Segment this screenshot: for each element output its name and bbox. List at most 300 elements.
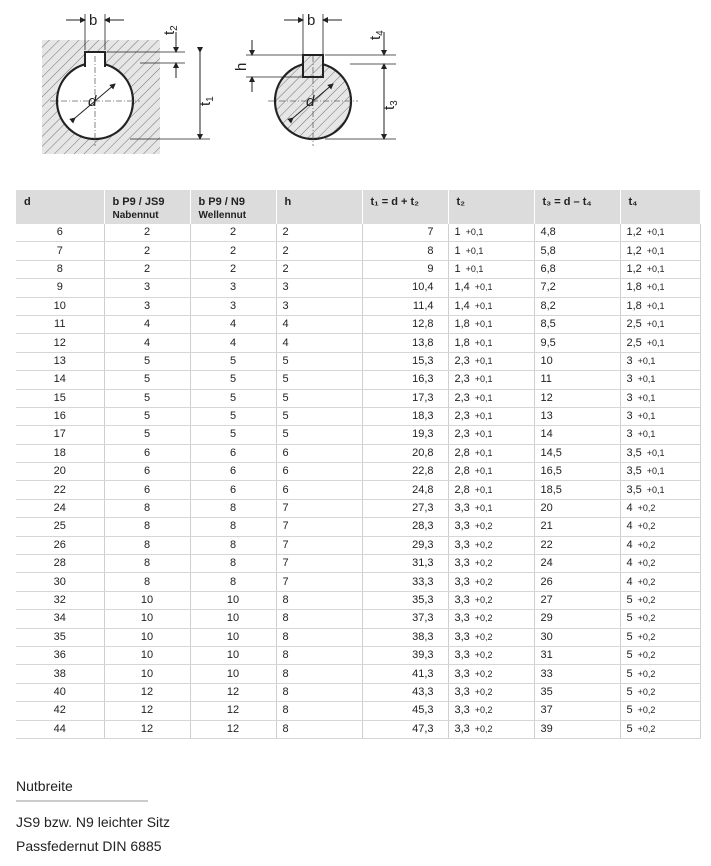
table-cell	[534, 591, 620, 609]
table-cell	[362, 315, 448, 333]
table-cell	[190, 610, 276, 628]
table-cell	[448, 555, 534, 573]
cell-value: 12	[226, 722, 240, 735]
table-cell	[190, 555, 276, 573]
cell-value: 3	[626, 428, 633, 441]
table-cell	[16, 591, 104, 609]
cell-value: 8	[229, 538, 237, 551]
column-header-label: h	[284, 196, 292, 208]
table-cell	[362, 683, 448, 701]
table-cell	[448, 426, 534, 444]
column-header-sublabel: Nabennut	[112, 210, 159, 221]
cell-tolerance: +0,1	[646, 466, 665, 477]
cell-value: 10	[226, 612, 240, 625]
cell-tolerance: +0,2	[474, 705, 493, 716]
table-row	[16, 371, 700, 389]
table-cell	[16, 683, 104, 701]
table-cell	[534, 224, 620, 242]
cell-value: 5	[282, 410, 289, 423]
cell-value: 2,8	[454, 483, 470, 496]
table-cell	[620, 610, 700, 628]
table-row	[16, 315, 700, 333]
cell-tolerance: +0,2	[474, 650, 493, 661]
cell-value: 16	[53, 410, 66, 423]
table-cell	[16, 665, 104, 683]
cell-value: 15	[53, 391, 66, 404]
table-cell	[104, 463, 190, 481]
cell-value: 1	[454, 244, 461, 257]
cell-value: 4,8	[540, 226, 556, 239]
cell-value: 5	[626, 704, 633, 717]
cell-value: 7	[282, 575, 289, 588]
table-cell	[362, 591, 448, 609]
table-body	[16, 224, 700, 738]
table-cell	[16, 536, 104, 554]
table-cell	[16, 315, 104, 333]
table-cell	[620, 591, 700, 609]
table-cell	[448, 536, 534, 554]
cell-value: 1,4	[454, 299, 470, 312]
table-cell	[16, 260, 104, 278]
cell-value: 39	[540, 722, 553, 735]
cell-value: 2	[143, 226, 151, 239]
cell-value: 4	[626, 502, 633, 515]
cell-value: 2,8	[454, 465, 470, 478]
cell-tolerance: +0,1	[474, 466, 493, 477]
cell-value: 8	[282, 612, 289, 625]
cell-value: 1,8	[626, 281, 642, 294]
table-cell	[276, 444, 362, 462]
cell-value: 12	[140, 722, 154, 735]
table-cell	[534, 334, 620, 352]
table-cell	[104, 536, 190, 554]
cell-value: 7	[56, 244, 63, 257]
table-cell	[448, 481, 534, 499]
cell-value: 20,8	[412, 446, 434, 459]
hub-t2-label: t	[161, 30, 178, 35]
cell-value: 17	[53, 428, 66, 441]
table-cell	[448, 389, 534, 407]
cell-value: 9	[56, 281, 63, 294]
cell-value: 36	[53, 649, 66, 662]
table-cell	[620, 371, 700, 389]
table-cell	[104, 389, 190, 407]
table-cell	[190, 665, 276, 683]
cell-value: 3	[626, 410, 633, 423]
cell-value: 8	[229, 557, 237, 570]
cell-value: 22,8	[412, 465, 434, 478]
cell-value: 8	[282, 594, 289, 606]
cell-value: 6	[282, 446, 289, 459]
cell-value: 3	[626, 373, 633, 386]
cell-value: 3,3	[454, 667, 470, 680]
cell-tolerance: +0,1	[646, 300, 665, 311]
cell-value: 15,3	[412, 354, 434, 367]
cell-value: 37,3	[412, 612, 434, 625]
cell-tolerance: +0,1	[646, 245, 665, 256]
table-row	[16, 646, 700, 664]
cell-tolerance: +0,1	[637, 374, 656, 385]
cell-value: 5	[143, 373, 151, 386]
table-cell	[362, 444, 448, 462]
cell-value: 7,2	[540, 281, 556, 294]
column-header-label: b P9 / N9	[198, 196, 245, 208]
cell-value: 24,8	[412, 483, 434, 496]
cell-tolerance: +0,2	[637, 650, 656, 661]
cell-value: 1,8	[454, 318, 470, 331]
shaft-d-label: d	[306, 93, 315, 110]
cell-value: 28	[53, 557, 66, 570]
table-cell	[448, 683, 534, 701]
cell-value: 3	[626, 354, 633, 367]
table-cell	[190, 481, 276, 499]
cell-value: 5	[626, 667, 633, 680]
table-cell	[16, 426, 104, 444]
table-cell	[190, 426, 276, 444]
table-cell	[104, 610, 190, 628]
cell-tolerance: +0,2	[637, 521, 656, 532]
cell-value: 8	[143, 502, 151, 515]
cell-value: 3	[229, 299, 237, 312]
table-cell	[276, 297, 362, 315]
cell-value: 8	[56, 262, 63, 275]
cell-value: 8	[143, 538, 151, 551]
table-cell	[276, 499, 362, 517]
keyway-drawing	[0, 0, 711, 180]
cell-tolerance: +0,2	[637, 503, 656, 514]
table-cell	[276, 683, 362, 701]
table-cell	[448, 297, 534, 315]
table-row	[16, 334, 700, 352]
table-cell	[190, 573, 276, 591]
table-cell	[534, 573, 620, 591]
cell-value: 10	[540, 354, 553, 367]
cell-value: 5	[282, 373, 289, 386]
table-cell	[534, 683, 620, 701]
table-cell	[620, 315, 700, 333]
cell-value: 10	[140, 594, 154, 606]
table-cell	[16, 573, 104, 591]
cell-value: 7	[282, 538, 289, 551]
cell-value: 40	[53, 685, 66, 698]
table-cell	[16, 610, 104, 628]
cell-value: 8	[282, 704, 289, 717]
cell-tolerance: +0,1	[465, 263, 484, 274]
table-row	[16, 628, 700, 646]
cell-tolerance: +0,1	[474, 374, 493, 385]
table-cell	[448, 702, 534, 720]
table-cell	[190, 702, 276, 720]
cell-value: 10	[140, 630, 154, 643]
table-cell	[16, 702, 104, 720]
cell-tolerance: +0,1	[474, 337, 493, 348]
cell-value: 27,3	[412, 502, 434, 515]
cell-value: 3,3	[454, 557, 470, 570]
cell-value: 10	[140, 649, 154, 662]
cell-tolerance: +0,2	[637, 723, 656, 734]
cell-value: 7	[282, 520, 289, 533]
table-cell	[362, 628, 448, 646]
cell-value: 2	[229, 262, 237, 275]
table-cell	[534, 352, 620, 370]
table-cell	[276, 573, 362, 591]
cell-value: 11,4	[412, 299, 434, 312]
cell-value: 42	[53, 704, 66, 717]
cell-value: 5	[143, 354, 151, 367]
table-cell	[362, 518, 448, 536]
table-cell	[190, 683, 276, 701]
table-cell	[534, 720, 620, 738]
cell-value: 5	[143, 428, 151, 441]
column-header	[276, 190, 362, 224]
table-cell	[448, 463, 534, 481]
table-cell	[534, 665, 620, 683]
table-cell	[276, 315, 362, 333]
cell-tolerance: +0,1	[637, 355, 656, 366]
table-cell	[362, 573, 448, 591]
table-cell	[190, 591, 276, 609]
table-cell	[620, 573, 700, 591]
table-cell	[620, 536, 700, 554]
table-row	[16, 260, 700, 278]
cell-value: 35	[540, 685, 553, 698]
cell-value: 2	[229, 226, 237, 239]
table-row	[16, 573, 700, 591]
column-header	[620, 190, 700, 224]
cell-tolerance: +0,1	[637, 429, 656, 440]
table-cell	[620, 665, 700, 683]
column-header	[448, 190, 534, 224]
table-cell	[190, 224, 276, 242]
table-cell	[362, 260, 448, 278]
shaft-drawing	[233, 12, 400, 146]
table-cell	[190, 407, 276, 425]
table-cell	[362, 371, 448, 389]
table-cell	[190, 499, 276, 517]
table-cell	[190, 352, 276, 370]
cell-tolerance: +0,1	[474, 319, 493, 330]
table-cell	[276, 389, 362, 407]
table-cell	[362, 224, 448, 242]
table-cell	[362, 242, 448, 260]
cell-value: 18	[53, 446, 66, 459]
table-cell	[362, 646, 448, 664]
cell-value: 5	[626, 685, 633, 698]
table-row	[16, 297, 700, 315]
keyway-dimension-table	[16, 190, 701, 739]
cell-tolerance: +0,2	[474, 686, 493, 697]
cell-value: 3,3	[454, 649, 470, 662]
table-cell	[362, 702, 448, 720]
table-cell	[16, 481, 104, 499]
table-cell	[16, 407, 104, 425]
cell-value: 24	[540, 557, 553, 570]
table-cell	[190, 279, 276, 297]
cell-value: 4	[282, 318, 289, 331]
table-cell	[276, 260, 362, 278]
table-cell	[104, 444, 190, 462]
cell-tolerance: +0,2	[637, 613, 656, 624]
cell-value: 10	[226, 630, 240, 643]
table-row	[16, 665, 700, 683]
table-cell	[104, 224, 190, 242]
table-cell	[104, 628, 190, 646]
table-cell	[362, 407, 448, 425]
cell-value: 21	[540, 520, 553, 533]
cell-value: 37	[540, 704, 553, 717]
cell-value: 2,3	[454, 354, 470, 367]
cell-value: 3	[143, 299, 151, 312]
table-cell	[104, 573, 190, 591]
cell-value: 2	[229, 244, 237, 257]
cell-value: 35	[53, 630, 66, 643]
table-cell	[276, 279, 362, 297]
table-cell	[190, 518, 276, 536]
cell-tolerance: +0,1	[474, 300, 493, 311]
cell-value: 10	[226, 667, 240, 680]
cell-value: 13	[53, 354, 66, 367]
table-cell	[448, 720, 534, 738]
cell-tolerance: +0,2	[637, 686, 656, 697]
cell-value: 8	[229, 502, 237, 515]
cell-value: 1,8	[454, 336, 470, 349]
cell-value: 1,4	[454, 281, 470, 294]
cell-value: 4	[626, 538, 633, 551]
table-row	[16, 536, 700, 554]
cell-value: 30	[540, 630, 553, 643]
table-cell	[276, 536, 362, 554]
shaft-t4-label: t	[367, 35, 384, 40]
table-cell	[276, 555, 362, 573]
cell-value: 5	[282, 428, 289, 441]
table-cell	[104, 407, 190, 425]
cell-value: 3,3	[454, 630, 470, 643]
cell-value: 8	[229, 575, 237, 588]
table-row	[16, 499, 700, 517]
table-cell	[362, 297, 448, 315]
table-cell	[448, 444, 534, 462]
cell-value: 1,2	[626, 244, 642, 257]
cell-value: 4	[626, 520, 633, 533]
cell-value: 8,5	[540, 318, 556, 331]
table-cell	[104, 260, 190, 278]
column-header	[534, 190, 620, 224]
cell-value: 2,5	[626, 336, 642, 349]
cell-tolerance: +0,1	[646, 319, 665, 330]
cell-value: 4	[143, 336, 151, 349]
cell-value: 3	[229, 281, 237, 294]
cell-tolerance: +0,1	[646, 484, 665, 495]
table-cell	[104, 334, 190, 352]
cell-value: 1,2	[626, 226, 642, 239]
footer-line-1: JS9 bzw. N9 leichter Sitz	[16, 814, 171, 830]
cell-value: 5	[626, 630, 633, 643]
cell-value: 18,3	[412, 410, 434, 423]
cell-value: 1,2	[626, 262, 642, 275]
cell-value: 8	[282, 630, 289, 643]
cell-value: 10	[140, 612, 154, 625]
table-row	[16, 518, 700, 536]
table-cell	[534, 444, 620, 462]
column-header-label: t₃ = d – t₄	[542, 196, 592, 208]
table-row	[16, 407, 700, 425]
cell-value: 6	[56, 226, 63, 239]
cell-value: 5	[282, 354, 289, 367]
table-cell	[534, 702, 620, 720]
cell-value: 16,5	[540, 465, 562, 478]
table-cell	[620, 334, 700, 352]
table-cell	[362, 334, 448, 352]
table-cell	[190, 242, 276, 260]
table-row	[16, 389, 700, 407]
table-cell	[104, 665, 190, 683]
table-cell	[448, 352, 534, 370]
hub-b-label: b	[89, 12, 98, 29]
cell-value: 6	[143, 465, 151, 478]
cell-value: 3,3	[454, 538, 470, 551]
cell-value: 7	[282, 557, 289, 570]
table-cell	[620, 297, 700, 315]
column-header	[190, 190, 276, 224]
table-cell	[534, 610, 620, 628]
table-cell	[620, 499, 700, 517]
table-cell	[276, 407, 362, 425]
cell-value: 26	[53, 538, 66, 551]
cell-value: 32	[53, 594, 66, 606]
column-header	[16, 190, 104, 224]
cell-tolerance: +0,2	[637, 668, 656, 679]
shaft-t4-sub: 4	[375, 30, 386, 36]
table-cell	[104, 518, 190, 536]
cell-value: 6	[229, 465, 237, 478]
cell-tolerance: +0,1	[465, 227, 484, 238]
table-cell	[534, 279, 620, 297]
cell-value: 24	[53, 502, 66, 515]
table-cell	[534, 426, 620, 444]
table-cell	[620, 646, 700, 664]
cell-value: 19,3	[412, 428, 434, 441]
table-cell	[362, 463, 448, 481]
cell-value: 3,5	[626, 483, 642, 496]
table-cell	[276, 224, 362, 242]
column-header-label: b P9 / JS9	[112, 196, 165, 208]
cell-value: 5	[143, 391, 151, 404]
cell-value: 14	[53, 373, 66, 386]
cell-value: 12	[53, 336, 66, 349]
table-row	[16, 555, 700, 573]
table-cell	[104, 315, 190, 333]
cell-value: 43,3	[412, 685, 434, 698]
table-cell	[620, 683, 700, 701]
column-header-label: d	[24, 196, 31, 208]
table-cell	[534, 407, 620, 425]
table-row	[16, 426, 700, 444]
cell-value: 10	[140, 667, 154, 680]
cell-value: 22	[540, 538, 553, 551]
cell-value: 25	[53, 520, 66, 533]
cell-tolerance: +0,2	[637, 558, 656, 569]
table-cell	[16, 499, 104, 517]
table-cell	[276, 610, 362, 628]
table-cell	[190, 260, 276, 278]
cell-value: 5	[626, 649, 633, 662]
table-cell	[190, 463, 276, 481]
cell-value: 5	[626, 722, 633, 735]
table-cell	[448, 407, 534, 425]
table-cell	[534, 628, 620, 646]
table-cell	[534, 389, 620, 407]
cell-value: 14	[540, 428, 553, 441]
